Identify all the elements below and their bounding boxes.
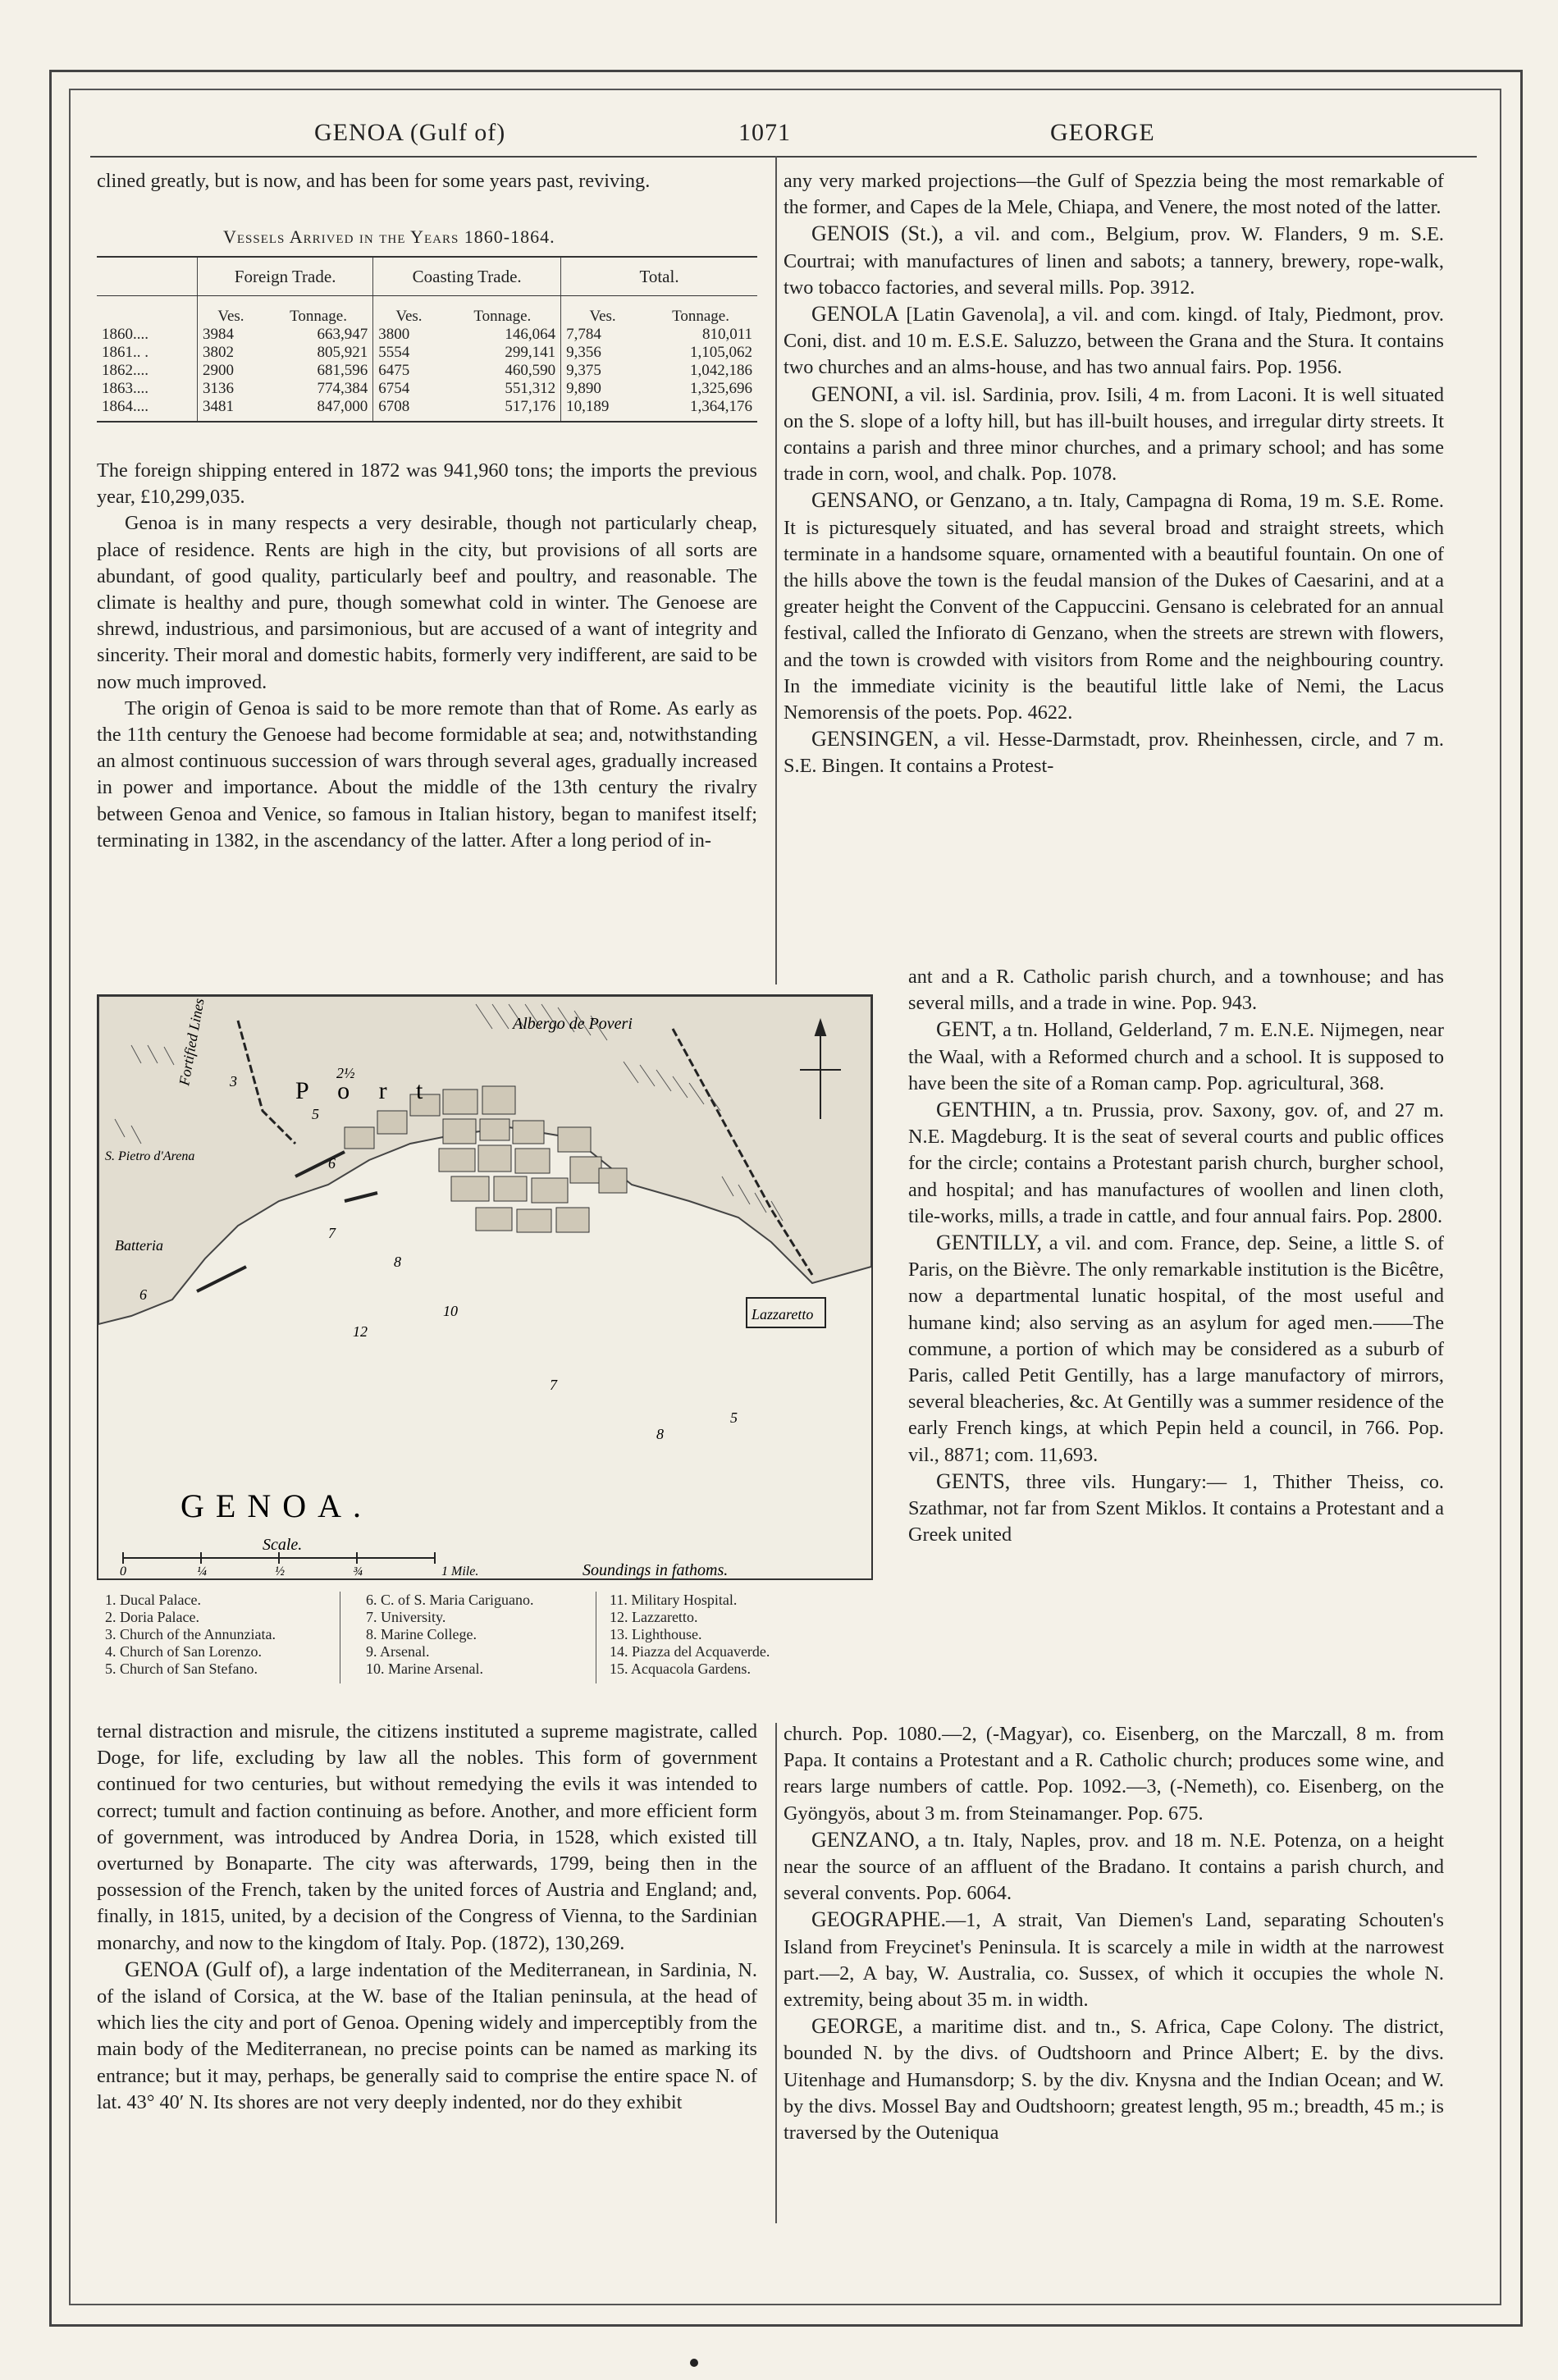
entry-text: a vil. and com., Belgium, prov. W. Flanders, 9 m. S.E. Courtrai; with manufactures of linen and sabots; a tannery, brewery, rope-walk, two tobacco factories, and several mills. Pop. 3912. (784, 223, 1444, 299)
table-cell: 663,947 (317, 326, 368, 343)
legend-item: 9. Arsenal. (366, 1643, 430, 1660)
entry-genoni (784, 381, 1444, 488)
scale-tick: 1 Mile. (441, 1565, 479, 1578)
paragraph: ternal distraction and misrule, the citizens instituted a supreme magistrate, called Doge, for life, excluding by law all the nobles. This form of government continued for two centuries, but without remedying the evils it was intended to correct; tumult and faction continuing as before. Another, and more efficient form of government, was introduced by Andrea Doria, in 1528, which existed till overturned by Bonaparte. The city was afterwards, 1799, being then in the possession of the French, taken by the united forces of Austria and England; and, finally, in 1815, united, by a decision of the Congress of Vienna, to the Sardinian monarchy, and now to the kingdom of Italy. Pop. (1872), 130,269. (97, 1720, 757, 1954)
entry-headword: GEORGE, (811, 2014, 903, 2039)
entry-text: a tn. Holland, Gelderland, 7 m. E.N.E. Nijmegen, near the Waal, with a Reformed church and a school. It is supposed to have been the site of a Roman camp. Pop. agricultural, 368. (908, 1019, 1444, 1094)
page-mark (690, 2359, 698, 2367)
entry-text: a tn. Italy, Campagna di Roma, 19 m. S.E. Rome. It is picturesquely situated, and has several broad and straight streets, which terminate in a handsome square, ornamented with a beautiful fountain. On one of the hills above the town is the feudal mansion of the Dukes of Caesarini, and at a greater height the Convent of the Cappuccini. Gensano is celebrated for an annual festival, called the Infiorato di Genzano, when the streets are strewn with flowers, and the town is crowded with visitors from Rome and the neighbouring country. In the immediate vicinity is the beautiful little lake of Nemi, the Lacus Nemorensis of the poets. Pop. 4622. (784, 490, 1444, 724)
table-cell: 5554 (373, 344, 445, 362)
entry-george (784, 2013, 1444, 2146)
scale-bar (120, 1552, 478, 1578)
sounding: 7 (550, 1377, 557, 1393)
table-col-header: Tonnage. (672, 308, 729, 325)
entry-text: a large indentation of the Mediterranean, in Sardinia, N. of the island of Corsica, at the W. base of the Italian peninsula, at the head of which lies the city and port of Genoa. Opening widely and imperceptibly from the main body of the Mediterranean, no precise points can be named as marking its entrance; but it may, perhaps, be generally said to comprise the entire space N. of lat. 43° 40′ N. Its shores are not very deeply indented, nor do they exhibit (97, 1958, 757, 2113)
genoa-map (97, 994, 873, 1580)
entry-gentilly (908, 1230, 1444, 1469)
entry-gents (908, 1469, 1444, 1549)
paragraph: Genoa is in many respects a very desirable, though not particularly cheap, place of residence. Rents are high in the city, but provisions of all sorts are abundant, of good quality, particularly beef and poultry, and reasonable. The climate is healthy and pure, though somewhat cold in winter. The Genoese are shrewd, industrious, and parsimonious, but are accused of a want of integrity and sincerity. Their moral and domestic habits, formerly very indifferent, are said to be now much improved. (97, 512, 757, 693)
table-col-header: Tonnage. (473, 308, 532, 325)
scale-tick: ¼ (197, 1565, 207, 1578)
paragraph: church. Pop. 1080.—2, (-Magyar), co. Eisenberg, on the Marczall, 8 m. from Papa. It contains a Protestant and a R. Catholic church; produces some wine, and rears large numbers of cattle. Pop. 1092.—3, (-Nemeth), co. Eisenberg, on the Gyöngyös, about 3 m. from Steinamanger. Pop. 675. (784, 1723, 1444, 1825)
entry-text: three vils. Hungary:— 1, Thither Theiss, co. Szathmar, not far from Szent Miklos. It contains a Protestant and a Greek united (908, 1470, 1444, 1546)
table-cell: 3802 (198, 344, 264, 362)
table-cell: 1,042,186 (690, 362, 752, 379)
table-col-header: Tonnage. (290, 308, 347, 325)
right-column-bottom (784, 1721, 1444, 2146)
table-row (97, 326, 757, 344)
table-cell: 847,000 (264, 398, 373, 422)
table-row (97, 380, 757, 398)
entry-text: a vil. and com. France, dep. Seine, a little S. of Paris, on the Bièvre. The only remarkable institution is the Bicêtre, now a departmental lunatic hospital, of the most useful and humane kind; also serving as an asylum for aged men.——The commune, a portion of which may be considered as a suburb of Paris, called Petit Gentilly, has a large manufactory of mirrors, several bleacheries, &c. At Gentilly was a summer residence of the early French kings, at which Pepin held a council, in 766. Pop. vil., 8871; com. 11,693. (908, 1232, 1444, 1466)
table-cell: 7,784 (561, 326, 644, 344)
table-cell: 6754 (373, 380, 445, 398)
running-head-left: GENOA (Gulf of) (314, 119, 506, 146)
table-cell: 9,356 (561, 344, 644, 362)
table-cell: 1,105,062 (690, 344, 752, 361)
table-cell: 681,596 (317, 362, 368, 379)
legend-column (366, 1592, 533, 1678)
table-cell: 1863.... (102, 380, 148, 397)
entry-headword: GENOLA (811, 302, 899, 327)
map-soundings-note: Soundings in fathoms. (583, 1561, 729, 1578)
entry-text: —1, A strait, Van Diemen's Land, separating Schouten's Island from Freycinet's Peninsula. It is scarcely a mile in width at the narrowest part.—2, A bay, W. Australia, co. Sussex, of which it occupies the whole N. extremity, being about 35 m. in width. (784, 1909, 1444, 2012)
sounding: 3 (230, 1073, 237, 1090)
legend-item: 8. Marine College. (366, 1626, 477, 1642)
entry-gensano (784, 487, 1444, 726)
header-rule (90, 156, 1477, 158)
table-cell: 10,189 (561, 398, 644, 422)
paragraph: The origin of Genoa is said to be more remote than that of Rome. As early as the 11th century the Genoese had become formidable at sea; and, notwithstanding an almost continuous succession of wars through several ages, gradually increased in power and importance. About the middle of the 13th century the rivalry between Genoa and Venice, so famous in Italian history, began to manifest itself; terminating in 1382, in the ascendancy of the latter. After a long period of in- (97, 697, 757, 852)
entry-text: a tn. Prussia, prov. Saxony, gov. of, and 27 m. N.E. Magdeburg. It is the seat of several courts and public offices for the circle; contains a Protestant parish church, burgher school, and hospital; and has manufactures of woollen and linen cloth, tile-works, mills, a trade in cattle, and four annual fairs. Pop. 2800. (908, 1099, 1444, 1227)
entry-headword: GENSANO, or Genzano, (811, 488, 1031, 513)
entry-headword: GENOA (Gulf of), (125, 1957, 290, 1981)
table-cell: 460,590 (505, 362, 556, 379)
entry-text: a vil. Hesse-Darmstadt, prov. Rheinhessen, circle, and 7 m. S.E. Bingen. It contains a Protest- (784, 729, 1444, 778)
sounding: 7 (328, 1225, 336, 1241)
table-cell: 1,325,696 (690, 380, 752, 397)
table-row (97, 362, 757, 380)
entry-headword: GEOGRAPHE. (811, 1907, 946, 1932)
entry-headword: GENTS, (936, 1469, 1011, 1493)
sounding: 12 (353, 1323, 368, 1340)
table-cell: 2900 (198, 362, 264, 380)
table-cell: 3984 (198, 326, 264, 344)
left-column-body (97, 458, 757, 854)
table-cell: 1860.... (102, 326, 148, 343)
legend-column (105, 1592, 276, 1678)
sounding: 10 (443, 1303, 458, 1319)
scale-tick: ½ (275, 1565, 285, 1578)
entry-headword: GENSINGEN, (811, 727, 939, 751)
legend-item: 11. Military Hospital. (610, 1592, 738, 1608)
legend-item: 15. Acquacola Gardens. (610, 1661, 751, 1677)
entry-headword: GENOIS (St.), (811, 222, 944, 246)
legend-item: 4. Church of San Lorenzo. (105, 1643, 262, 1660)
running-head-right: GEORGE (1050, 119, 1155, 146)
table-row (97, 344, 757, 362)
entry-headword: GENTILLY, (936, 1231, 1043, 1255)
legend-item: 2. Doria Palace. (105, 1609, 199, 1625)
sounding: 8 (656, 1426, 664, 1442)
table-caption: Vessels Arrived in the Years 1860-1864. (223, 226, 555, 247)
entry-headword: GENZANO, (811, 1827, 921, 1852)
entry-headword: GENONI, (811, 381, 899, 406)
legend-item: 12. Lazzaretto. (610, 1609, 698, 1625)
map-label: Lazzaretto (752, 1306, 814, 1322)
vessels-table (97, 256, 757, 423)
map-label: Batteria (115, 1237, 163, 1254)
legend-item: 13. Lighthouse. (610, 1626, 702, 1642)
sounding: 8 (394, 1254, 401, 1270)
legend-item: 14. Piazza del Acquaverde. (610, 1643, 770, 1660)
scale-tick: ¾ (353, 1565, 363, 1578)
table-col-header: Ves. (561, 296, 644, 327)
table-cell: 517,176 (445, 398, 561, 422)
map-label: P o r t (295, 1077, 435, 1104)
table-cell: 6475 (373, 362, 445, 380)
table-cell: 1862.... (102, 362, 148, 379)
table-cell: 3800 (373, 326, 445, 344)
table-cell: 551,312 (505, 380, 556, 397)
scale-tick: 0 (120, 1565, 126, 1578)
map-label: S. Pietro d'Arena (105, 1149, 195, 1163)
column-rule (775, 1723, 777, 2223)
entry-text: a vil. isl. Sardinia, prov. Isili, 4 m. from Laconi. It is well situated on the S. slope of a lofty hill, but has ill-built houses, and irregular dirty streets. It contains a parish and three minor churches, and a primary school; and has some trade in corn, wool, and chalk. Pop. 1078. (784, 383, 1444, 486)
table-cell: 805,921 (317, 344, 368, 361)
map-scale-label: Scale. (263, 1536, 303, 1554)
left-column-bottom (97, 1719, 757, 2116)
legend-column (610, 1592, 770, 1678)
page-number: 1071 (738, 119, 791, 146)
paragraph: any very marked projections—the Gulf of Spezzia being the most remarkable of the former, and Capes de la Mele, Chiapa, and Venere, the most noted of the latter. (784, 170, 1444, 219)
right-column-narrow (908, 964, 1444, 1548)
table-group-header: Coasting Trade. (373, 257, 561, 296)
map-illustration (98, 996, 871, 1578)
table-col-header: Ves. (198, 296, 264, 327)
table-cell: 146,064 (505, 326, 556, 343)
table-cell: 299,141 (505, 344, 556, 361)
entry-gensingen (784, 726, 1444, 779)
table-cell: 774,384 (317, 380, 368, 397)
entry-geographe (784, 1907, 1444, 2013)
sounding: 6 (328, 1155, 336, 1172)
paragraph: The foreign shipping entered in 1872 was 941,960 tons; the imports the previous year, £10,299,035. (97, 459, 757, 509)
entry-text: a maritime dist. and tn., S. Africa, Cape Colony. The district, bounded N. by the divs. of Oudtshoorn and Prince Albert; E. by the divs. Uitenhage and Humansdorp; S. by the div. Knysna and the Indian Ocean; and W. by the divs. Mossel Bay and Oudtshoorn; greatest length, 95 m.; breadth, 45 m.; is traversed by the Outeniqua (784, 2016, 1444, 2145)
table-cell: 9,375 (561, 362, 644, 380)
table-cell: 3136 (198, 380, 264, 398)
map-label: Fortified Lines (176, 997, 208, 1087)
table-cell: 810,011 (701, 326, 752, 343)
column-rule (775, 156, 777, 984)
entry-text: a tn. Italy, Naples, prov. and 18 m. N.E. Potenza, on a height near the source of an affluent of the Bradano. It contains a parish church, and several convents. Pop. 6064. (784, 1829, 1444, 1905)
entry-headword: GENT, (936, 1017, 997, 1042)
table-cell: 6708 (373, 398, 445, 422)
entry-genzano (784, 1827, 1444, 1907)
entry-genois (784, 221, 1444, 301)
legend-item: 5. Church of San Stefano. (105, 1661, 258, 1677)
sounding: 5 (730, 1409, 738, 1426)
left-column-top (97, 168, 757, 194)
table-row (97, 398, 757, 422)
table-cell: 1864.... (97, 398, 198, 422)
entry-headword: GENTHIN, (936, 1098, 1037, 1122)
entry-gent (908, 1016, 1444, 1097)
map-label: Albergo de Poveri (513, 1015, 633, 1033)
table-cell: 3481 (198, 398, 264, 422)
legend-item: 6. C. of S. Maria Cariguano. (366, 1592, 534, 1608)
sounding: 5 (312, 1106, 319, 1122)
sounding: 2½ (336, 1065, 355, 1081)
table-cell: 1861.. . (102, 344, 148, 361)
map-title: GENOA. (180, 1487, 372, 1524)
legend-item: 1. Ducal Palace. (105, 1592, 201, 1608)
table-group-header: Total. (561, 257, 757, 296)
entry-genoa-gulf (97, 1957, 757, 2116)
right-column-top (784, 168, 1444, 780)
table-cell: 1,364,176 (644, 398, 757, 422)
table-col-header: Ves. (373, 296, 445, 327)
legend-item: 7. University. (366, 1609, 446, 1625)
legend-item: 10. Marine Arsenal. (366, 1661, 483, 1677)
paragraph: ant and a R. Catholic parish church, and a townhouse; and has several mills, and a trade in wine. Pop. 943. (908, 966, 1444, 1015)
table-group-header: Foreign Trade. (198, 257, 373, 296)
paragraph: clined greatly, but is now, and has been for some years past, reviving. (97, 170, 651, 192)
entry-text: [Latin Gavenola], a vil. and com. kingd. of Italy, Piedmont, prov. Coni, dist. and 10 m. E.S.E. Saluzzo, between the Grana and the Stura. It contains two churches and an alms-house, and has two annual fairs. Pop. 1956. (784, 304, 1444, 379)
entry-genola (784, 301, 1444, 381)
entry-genthin (908, 1097, 1444, 1230)
legend-item: 3. Church of the Annunziata. (105, 1626, 276, 1642)
sounding: 6 (139, 1286, 147, 1303)
table-cell: 9,890 (561, 380, 644, 398)
